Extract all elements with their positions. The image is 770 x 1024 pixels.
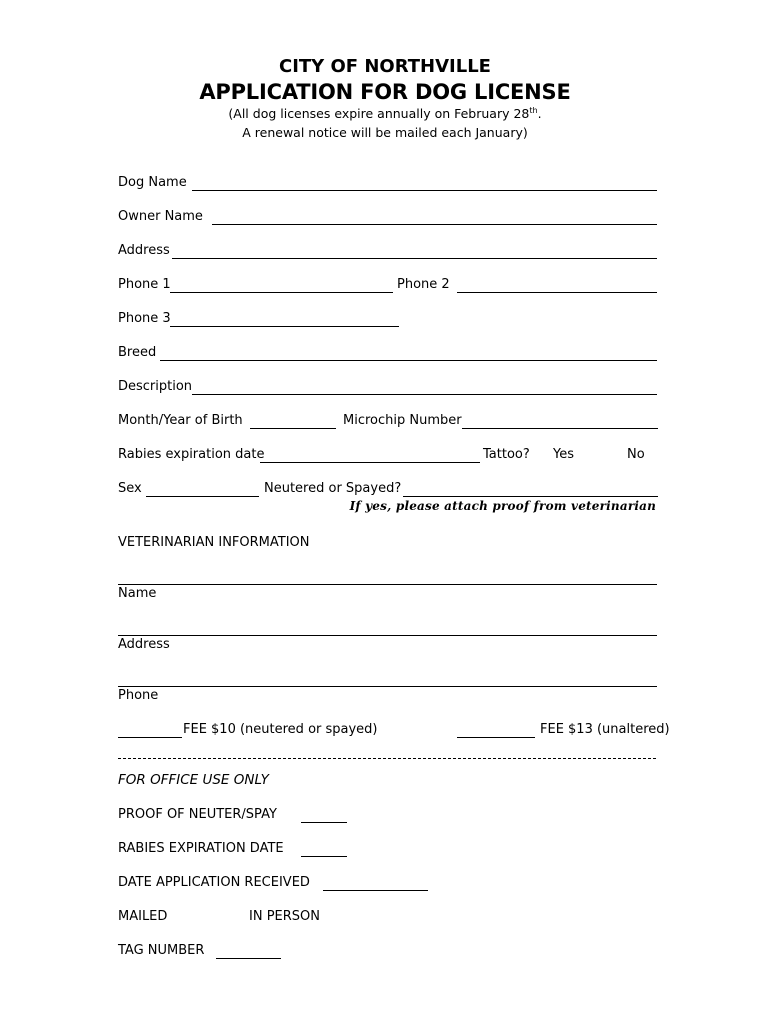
vet-phone-label: Phone bbox=[118, 688, 159, 703]
address-field[interactable] bbox=[172, 258, 657, 259]
phone1-label: Phone 1 bbox=[118, 277, 171, 292]
description-label: Description bbox=[118, 379, 193, 394]
birth-label: Month/Year of Birth bbox=[118, 413, 243, 428]
date-received-field[interactable] bbox=[323, 890, 428, 891]
microchip-field[interactable] bbox=[462, 428, 658, 429]
vet-name-label: Name bbox=[118, 586, 157, 601]
dog-name-field[interactable] bbox=[192, 190, 657, 191]
proof-note: If yes, please attach proof from veterinarian bbox=[349, 499, 656, 513]
rabies-label: Rabies expiration date bbox=[118, 447, 265, 462]
breed-field[interactable] bbox=[160, 360, 657, 361]
phone2-label: Phone 2 bbox=[397, 277, 450, 292]
date-received-label: DATE APPLICATION RECEIVED bbox=[118, 875, 310, 890]
sex-field[interactable] bbox=[146, 496, 259, 497]
tag-number-label: TAG NUMBER bbox=[118, 943, 205, 958]
tattoo-yes-option[interactable]: Yes bbox=[553, 447, 574, 462]
neutered-field[interactable] bbox=[403, 496, 658, 497]
vet-phone-field[interactable] bbox=[118, 686, 657, 687]
microchip-label: Microchip Number bbox=[343, 413, 462, 428]
vet-address-label: Address bbox=[118, 637, 170, 652]
fee1-checkbox-line[interactable] bbox=[118, 737, 182, 738]
sex-label: Sex bbox=[118, 481, 142, 496]
fee1-label: FEE $10 (neutered or spayed) bbox=[183, 722, 378, 737]
tag-number-field[interactable] bbox=[216, 958, 281, 959]
office-heading: FOR OFFICE USE ONLY bbox=[118, 772, 269, 788]
owner-name-label: Owner Name bbox=[118, 209, 203, 224]
mailed-option[interactable]: MAILED bbox=[118, 909, 168, 924]
phone2-field[interactable] bbox=[457, 292, 657, 293]
description-field[interactable] bbox=[192, 394, 657, 395]
address-label: Address bbox=[118, 243, 170, 258]
proof-neuter-label: PROOF OF NEUTER/SPAY bbox=[118, 807, 277, 822]
office-rabies-label: RABIES EXPIRATION DATE bbox=[118, 841, 284, 856]
fee2-label: FEE $13 (unaltered) bbox=[540, 722, 670, 737]
tattoo-label: Tattoo? bbox=[483, 447, 530, 462]
vet-name-field[interactable] bbox=[118, 584, 657, 585]
rabies-field[interactable] bbox=[260, 462, 480, 463]
vet-heading: VETERINARIAN INFORMATION bbox=[118, 535, 310, 550]
office-rabies-field[interactable] bbox=[301, 856, 347, 857]
proof-neuter-field[interactable] bbox=[301, 822, 347, 823]
phone1-field[interactable] bbox=[170, 292, 393, 293]
phone3-field[interactable] bbox=[170, 326, 399, 327]
city-heading: CITY OF NORTHVILLE bbox=[279, 56, 491, 77]
in-person-option[interactable]: IN PERSON bbox=[249, 909, 320, 924]
fee2-checkbox-line[interactable] bbox=[457, 737, 535, 738]
expiry-note: (All dog licenses expire annually on February 28th. bbox=[228, 106, 542, 122]
tattoo-no-option[interactable]: No bbox=[627, 447, 645, 462]
form-title: APPLICATION FOR DOG LICENSE bbox=[199, 80, 571, 104]
office-divider bbox=[118, 758, 656, 759]
renewal-note: A renewal notice will be mailed each January) bbox=[242, 125, 528, 140]
phone3-label: Phone 3 bbox=[118, 311, 171, 326]
owner-name-field[interactable] bbox=[212, 224, 657, 225]
dog-name-label: Dog Name bbox=[118, 175, 187, 190]
vet-address-field[interactable] bbox=[118, 635, 657, 636]
neutered-label: Neutered or Spayed? bbox=[264, 481, 402, 496]
birth-field[interactable] bbox=[250, 428, 336, 429]
breed-label: Breed bbox=[118, 345, 157, 360]
